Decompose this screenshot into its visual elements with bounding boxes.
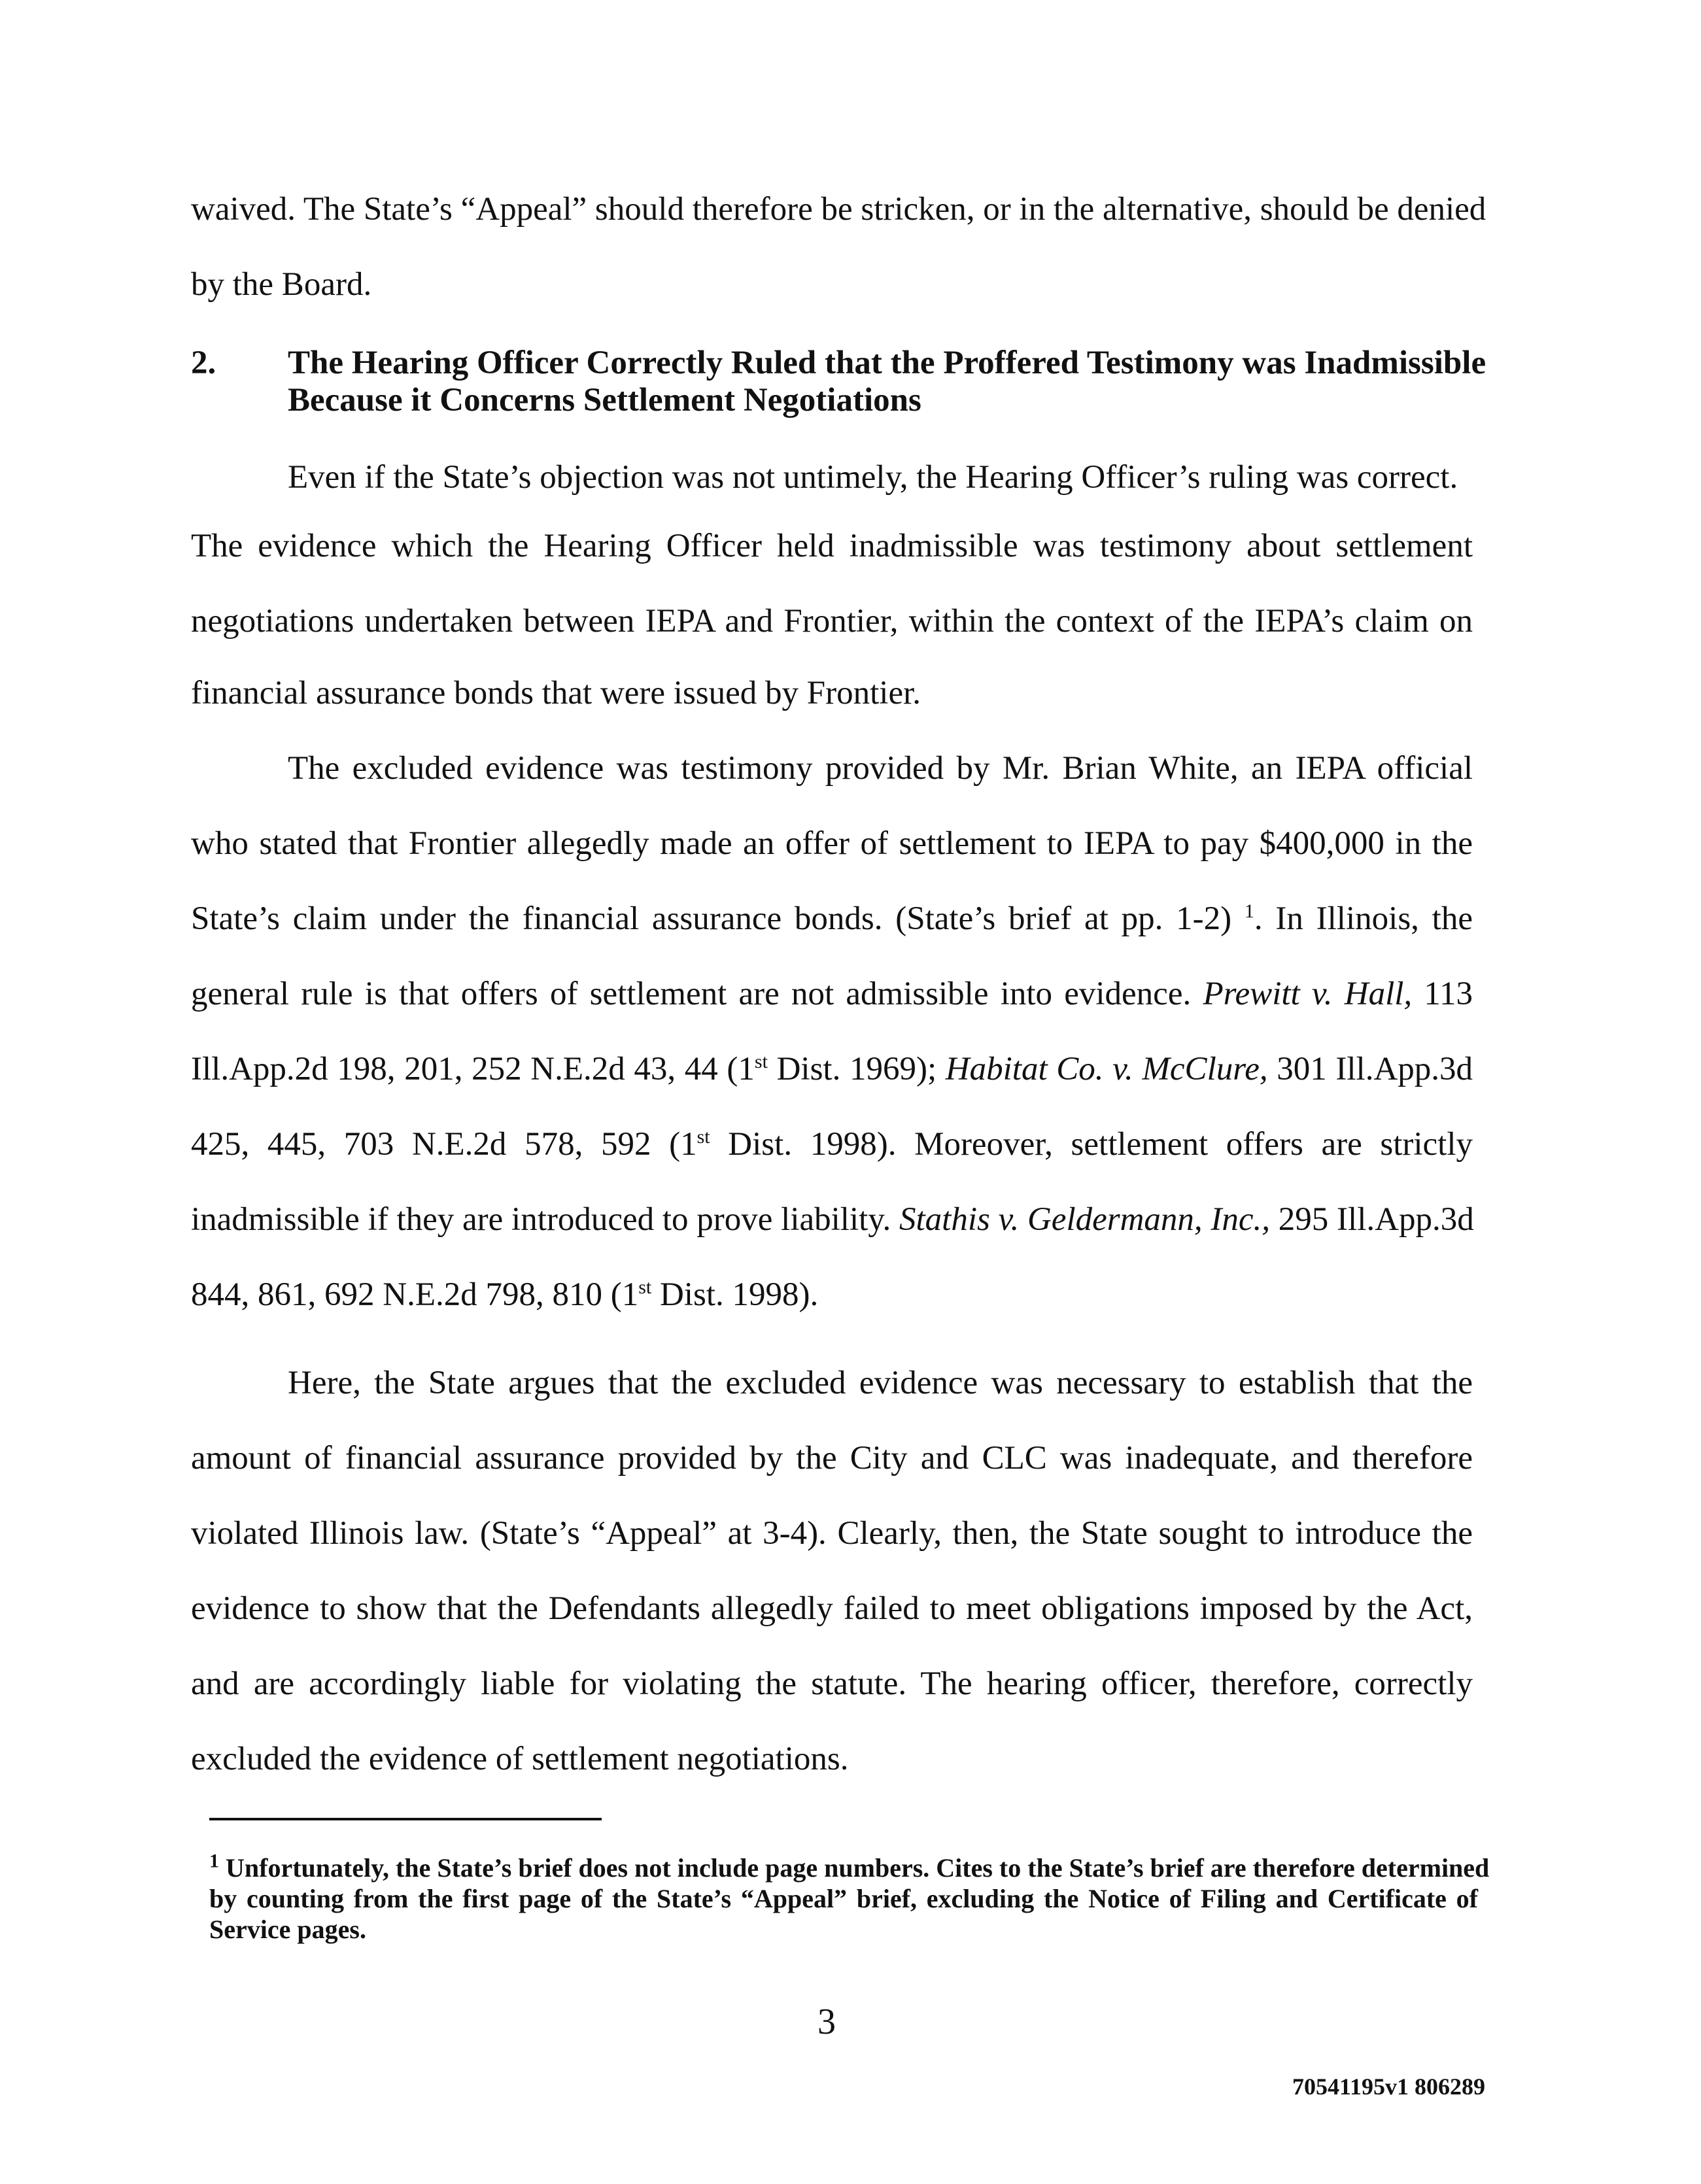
text-run: . In Illinois, the bbox=[1254, 900, 1473, 937]
text-run: 295 Ill.App.3d bbox=[1278, 1201, 1474, 1238]
section-heading-line2: Because it Concerns Settlement Negotiations bbox=[288, 382, 921, 418]
body-line bbox=[191, 1125, 1473, 1164]
body-line bbox=[191, 1275, 1473, 1314]
body-line: and are accordingly liable for violating the statute. The hearing officer, therefore, correctly bbox=[191, 1665, 1473, 1702]
body-line bbox=[191, 899, 1473, 938]
body-line: Here, the State argues that the excluded evidence was necessary to establish that the bbox=[288, 1365, 1473, 1401]
body-line: who stated that Frontier allegedly made an offer of settlement to IEPA to pay $400,000 in the bbox=[191, 825, 1473, 862]
footnote-separator bbox=[209, 1818, 602, 1820]
section-heading-line1: The Hearing Officer Correctly Ruled that the Proffered Testimony was Inadmissible bbox=[288, 345, 1486, 381]
body-line bbox=[191, 1200, 1473, 1239]
superscript: st bbox=[638, 1276, 652, 1298]
body-line: Even if the State’s objection was not untimely, the Hearing Officer’s ruling was correct. bbox=[288, 459, 1458, 496]
text-run: 113 bbox=[1424, 976, 1473, 1012]
body-line: excluded the evidence of settlement negotiations. bbox=[191, 1741, 849, 1777]
footnote-line: Service pages. bbox=[209, 1915, 366, 1944]
body-line: The excluded evidence was testimony provided by Mr. Brian White, an IEPA official bbox=[288, 750, 1473, 787]
body-line: waived. The State’s “Appeal” should therefore be stricken, or in the alternative, should be denied bbox=[191, 191, 1486, 228]
footnote-reference: 1 bbox=[1244, 900, 1254, 922]
page-number: 3 bbox=[817, 2002, 836, 2042]
document-id: 70541195v1 806289 bbox=[1292, 2073, 1485, 2100]
text-run: 425, 445, 703 N.E.2d 578, 592 (1 bbox=[191, 1126, 697, 1163]
text-run: general rule is that offers of settlement are not admissible into evidence. bbox=[191, 976, 1192, 1012]
footnote-line: by counting from the first page of the State’s “Appeal” brief, excluding the Notice of Filing and Certificate of bbox=[209, 1884, 1478, 1913]
text-run: Ill.App.2d 198, 201, 252 N.E.2d 43, 44 (1 bbox=[191, 1051, 755, 1087]
text-run: Dist. 1969); bbox=[776, 1051, 937, 1087]
text-run: inadmissible if they are introduced to prove liability. bbox=[191, 1201, 891, 1238]
footnote-line bbox=[209, 1850, 1490, 1883]
body-line: evidence to show that the Defendants allegedly failed to meet obligations imposed by the Act, bbox=[191, 1590, 1473, 1627]
superscript: st bbox=[754, 1051, 768, 1072]
text-run: State’s claim under the financial assurance bonds. (State’s brief at pp. 1-2) bbox=[191, 900, 1232, 937]
section-number: 2. bbox=[191, 345, 216, 381]
body-line: negotiations undertaken between IEPA and Frontier, within the context of the IEPA’s claim on bbox=[191, 603, 1473, 640]
case-citation: Prewitt v. Hall, bbox=[1203, 976, 1413, 1012]
text-run: 301 Ill.App.3d bbox=[1277, 1051, 1473, 1087]
footnote-marker: 1 bbox=[209, 1850, 219, 1872]
text-run: 844, 861, 692 N.E.2d 798, 810 (1 bbox=[191, 1276, 639, 1313]
superscript: st bbox=[696, 1126, 710, 1148]
body-line: amount of financial assurance provided by the City and CLC was inadequate, and therefore bbox=[191, 1440, 1473, 1476]
body-line: The evidence which the Hearing Officer held inadmissible was testimony about settlement bbox=[191, 528, 1473, 564]
body-line bbox=[191, 1049, 1473, 1089]
body-line bbox=[191, 974, 1473, 1014]
text-run: Unfortunately, the State’s brief does not include page numbers. Cites to the State’s brief are therefore determined bbox=[226, 1853, 1490, 1883]
body-line: by the Board. bbox=[191, 266, 372, 303]
body-line: violated Illinois law. (State’s “Appeal” at 3-4). Clearly, then, the State sought to introduce the bbox=[191, 1515, 1473, 1552]
text-run: Dist. 1998). bbox=[659, 1276, 819, 1313]
text-run: Dist. 1998). Moreover, settlement offers are strictly bbox=[728, 1126, 1473, 1163]
case-citation: Habitat Co. v. McClure, bbox=[945, 1051, 1268, 1087]
case-citation: Stathis v. Geldermann, Inc., bbox=[899, 1201, 1271, 1238]
body-line: financial assurance bonds that were issued by Frontier. bbox=[191, 675, 921, 711]
